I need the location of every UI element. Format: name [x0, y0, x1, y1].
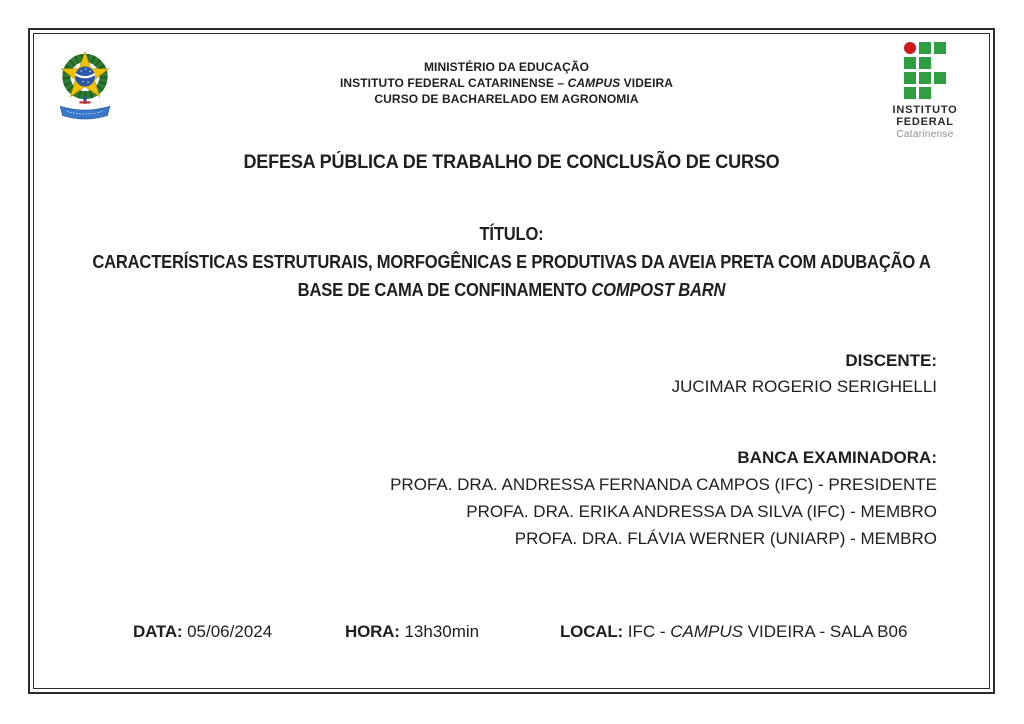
committee-member-2: PROFA. DRA. ERIKA ANDRESSA DA SILVA (IFC) - MEMBRO [466, 502, 937, 521]
campus-italic: CAMPUS [567, 76, 621, 90]
date-value: 05/06/2024 [187, 622, 273, 641]
student-name: JUCIMAR ROGERIO SERIGHELLI [671, 377, 937, 396]
committee-member-1: PROFA. DRA. ANDRESSA FERNANDA CAMPOS (IFC) - PRESIDENTE [390, 475, 937, 494]
brazil-coat-of-arms-icon [54, 44, 116, 124]
title-line2: BASE DE CAMA DE CONFINAMENTO COMPOST BARN [297, 280, 726, 300]
institute-line: INSTITUTO FEDERAL CATARINENSE – CAMPUS VIDEIRA [339, 76, 674, 90]
student-label: DISCENTE: [845, 351, 937, 370]
document-border-frame [28, 28, 995, 694]
date-field [133, 622, 272, 642]
time-value: 13h30min [404, 622, 480, 641]
location-campus-italic: CAMPUS [670, 622, 743, 641]
course-line: CURSO DE BACHARELADO EM AGRONOMIA [374, 92, 639, 106]
institution-header [154, 59, 859, 107]
student-section [672, 348, 937, 400]
thesis-title-section [72, 220, 951, 304]
committee-section [390, 444, 937, 552]
committee-member-3: PROFA. DRA. FLÁVIA WERNER (UNIARP) - MEMBRO [514, 529, 937, 548]
if-campus-name: Catarinense [896, 129, 954, 140]
if-wordmark: INSTITUTO FEDERAL [892, 104, 958, 128]
instituto-federal-logo [877, 42, 973, 141]
schedule-row [34, 622, 989, 644]
ministry-line: MINISTÉRIO DA EDUCAÇÃO [423, 60, 590, 74]
if-squares-icon [904, 42, 946, 99]
location-value: IFC - CAMPUS VIDEIRA - SALA B06 [627, 622, 908, 641]
time-field [345, 622, 479, 642]
committee-label: BANCA EXAMINADORA: [737, 448, 937, 467]
title-line1: CARACTERÍSTICAS ESTRUTURAIS, MORFOGÊNICAS E PRODUTIVAS DA AVEIA PRETA COM ADUBAÇÃO A [92, 252, 931, 272]
document-inner-frame [33, 33, 990, 689]
location-label: LOCAL: [560, 622, 624, 641]
date-label: DATA: [133, 622, 183, 641]
time-label: HORA: [345, 622, 400, 641]
location-field [560, 622, 907, 642]
defense-heading: DEFESA PÚBLICA DE TRABALHO DE CONCLUSÃO DE CURSO [243, 152, 780, 173]
compost-barn-italic: COMPOST BARN [591, 280, 726, 300]
title-label: TÍTULO: [479, 224, 544, 244]
